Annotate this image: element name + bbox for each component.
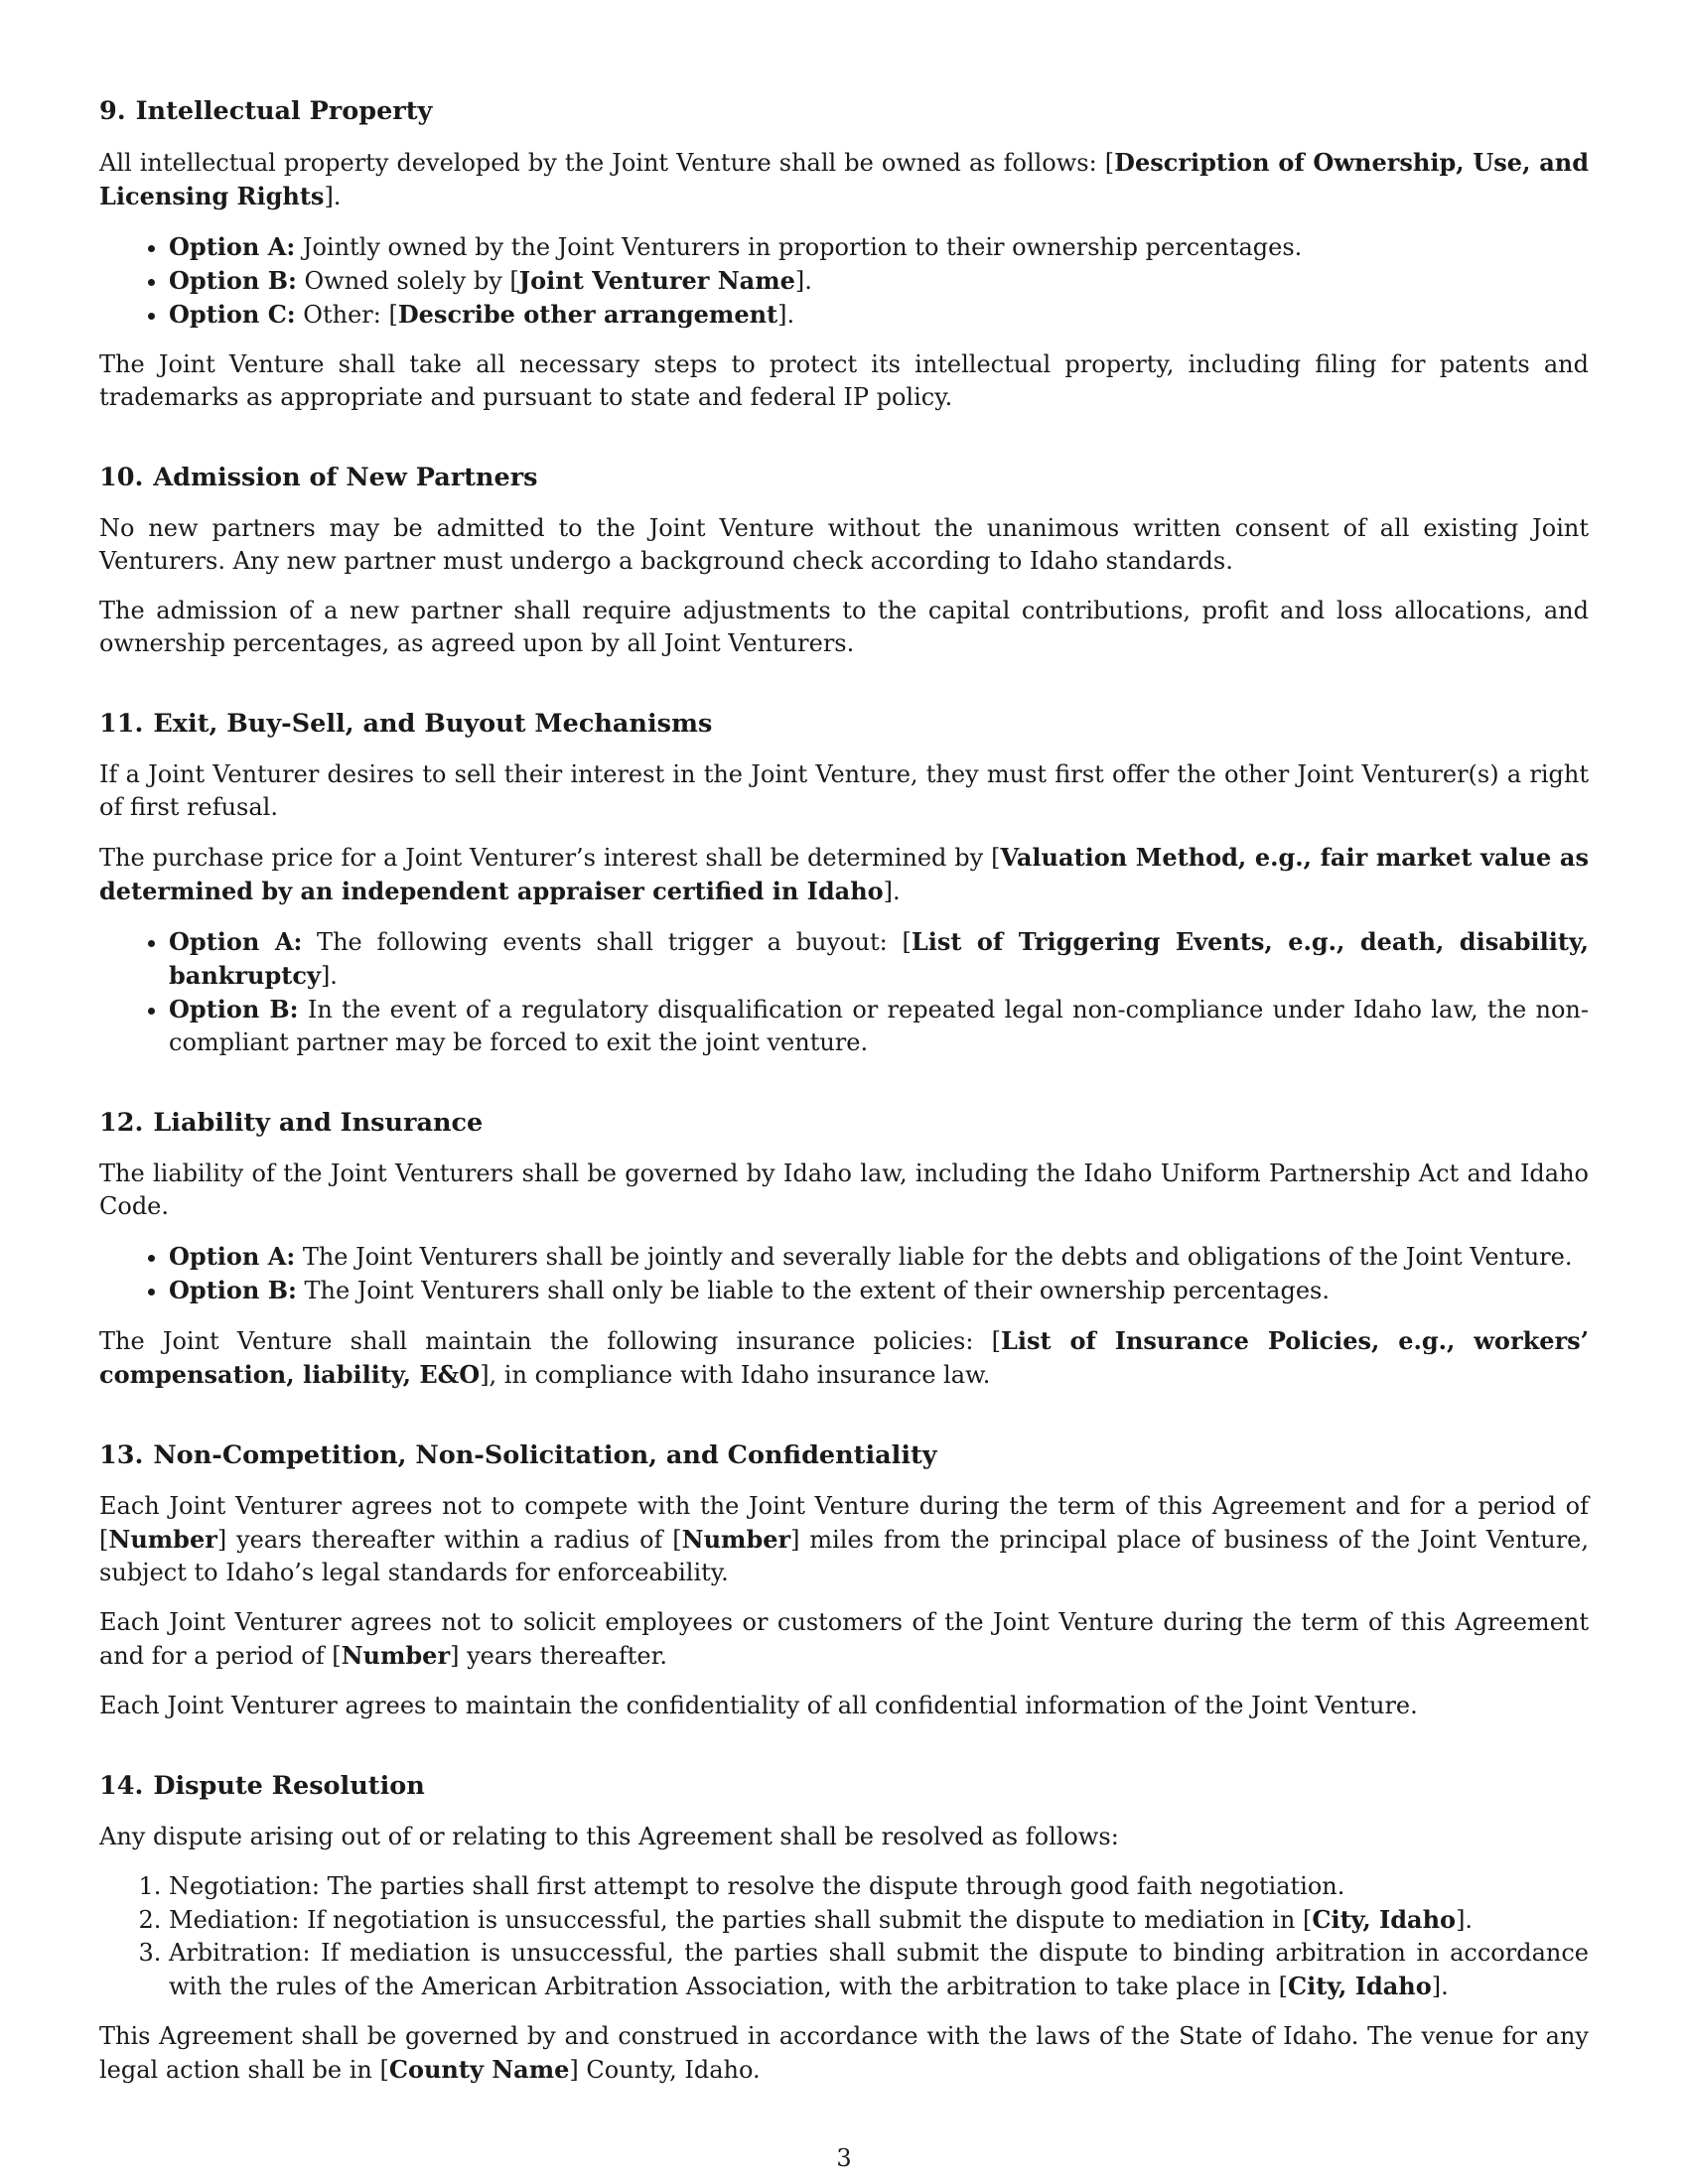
list-item: • Option A: The following events shall trigger a buyout: [List of Triggering Events, e.g., death, disability, bankruptcy]. — [169, 925, 1589, 993]
placeholder-field: Number — [341, 1641, 451, 1670]
section-exit-buy-sell — [99, 708, 1589, 1059]
section-heading — [99, 462, 1589, 494]
placeholder-field: County Name — [388, 2055, 570, 2084]
placeholder-field: Description of Ownership, Use, and Licensing Rights — [99, 148, 1589, 210]
placeholder-field: City, Idaho — [1288, 1972, 1432, 2000]
section-heading — [99, 708, 1589, 741]
section-heading — [99, 1439, 1589, 1472]
list-item: 3. Arbitration: If mediation is unsuccessful, the parties shall submit the dispute to binding arbitration in accordance with the rules of the American Arbitration Association, with the arbitration to take place in [City, Idaho]. — [169, 1937, 1589, 2003]
list-item: • Option B: Owned solely by [Joint Venturer Name]. — [169, 264, 1589, 298]
section-title: Exit, Buy-Sell, and Buyout Mechanisms — [153, 709, 713, 739]
section-number: 13. — [99, 1440, 144, 1470]
section-admission-of-new-partners — [99, 462, 1589, 660]
list-item: • Option A: The Joint Venturers shall be jointly and severally liable for the debts and obligations of the Joint Venture. — [169, 1240, 1589, 1274]
section-liability-and-insurance — [99, 1107, 1589, 1392]
section-title: Admission of New Partners — [153, 463, 538, 492]
section-intellectual-property — [99, 95, 1589, 414]
paragraph: No new partners may be admitted to the Joint Venture without the unanimous written consent of all existing Joint Venturers. Any new partner must undergo a background check according to Idaho standards. — [99, 514, 1589, 575]
paragraph: This Agreement shall be governed by and construed in accordance with the laws of the State of Idaho. The venue for any legal action shall be in [County Name] County, Idaho. — [99, 2022, 1589, 2084]
placeholder-field: List of Triggering Events, e.g., death, disability, bankruptcy — [169, 927, 1589, 990]
placeholder-field: Number — [681, 1525, 791, 1554]
placeholder-field: Valuation Method, e.g., fair market value as determined by an independent appraiser certified in Idaho — [99, 843, 1589, 905]
numbered-list — [99, 1870, 1589, 2003]
paragraph: The purchase price for a Joint Venturer’s interest shall be determined by [Valuation Method, e.g., fair market value as determined by an independent appraiser certified in Idaho]. — [99, 843, 1589, 905]
paragraph: The admission of a new partner shall require adjustments to the capital contributions, profit and loss allocations, and ownership percentages, as agreed upon by all Joint Venturers. — [99, 597, 1589, 657]
section-number: 14. — [99, 1771, 144, 1801]
section-number: 9. — [99, 96, 126, 126]
list-item: • Option B: The Joint Venturers shall only be liable to the extent of their ownership percentages. — [169, 1274, 1589, 1307]
list-item: 2. Mediation: If negotiation is unsuccessful, the parties shall submit the dispute to mediation in [City, Idaho]. — [169, 1903, 1589, 1937]
placeholder-field: List of Insurance Policies, e.g., workers’ compensation, liability, E&O — [99, 1326, 1589, 1389]
section-heading — [99, 95, 1589, 128]
options-list — [99, 1240, 1589, 1307]
section-number: 10. — [99, 463, 144, 492]
section-title: Intellectual Property — [135, 96, 433, 126]
section-dispute-resolution — [99, 1770, 1589, 2087]
list-item: • Option B: In the event of a regulatory disqualification or repeated legal non-compliance under Idaho law, the non-compliant partner may be forced to exit the joint venture. — [169, 993, 1589, 1059]
page-number: 3 — [836, 2144, 852, 2172]
placeholder-field: Joint Venturer Name — [518, 266, 795, 295]
section-title: Liability and Insurance — [153, 1108, 484, 1138]
section-heading — [99, 1770, 1589, 1803]
options-list — [99, 230, 1589, 332]
paragraph: Each Joint Venturer agrees to maintain the confidentiality of all confidential information of the Joint Venture. — [99, 1692, 1418, 1719]
section-title: Non-Competition, Non-Solicitation, and Confidentiality — [153, 1440, 937, 1470]
paragraph: The Joint Venture shall maintain the following insurance policies: [List of Insurance Policies, e.g., workers’ compensation, liability, E&O], in compliance with Idaho insurance law. — [99, 1326, 1589, 1389]
placeholder-field: Number — [108, 1525, 217, 1554]
section-title: Dispute Resolution — [153, 1771, 425, 1801]
paragraph: Each Joint Venturer agrees not to solicit employees or customers of the Joint Venture during the term of this Agreement and for a period of [Number] years thereafter. — [99, 1608, 1589, 1670]
list-item: 1. Negotiation: The parties shall first attempt to resolve the dispute through good faith negotiation. — [169, 1870, 1589, 1903]
section-heading — [99, 1107, 1589, 1140]
paragraph: All intellectual property developed by the Joint Venture shall be owned as follows: [Description of Ownership, Use, and Licensing Rights]. — [99, 148, 1589, 210]
paragraph: The liability of the Joint Venturers shall be governed by Idaho law, including the Idaho Uniform Partnership Act and Idaho Code. — [99, 1160, 1589, 1220]
list-item: • Option A: Jointly owned by the Joint Venturers in proportion to their ownership percentages. — [169, 230, 1589, 264]
options-list — [99, 925, 1589, 1059]
paragraph: If a Joint Venturer desires to sell their interest in the Joint Venture, they must first offer the other Joint Venturer(s) a right of first refusal. — [99, 760, 1589, 821]
document-page — [99, 95, 1589, 2134]
paragraph: Each Joint Venturer agrees not to compete with the Joint Venture during the term of this Agreement and for a period of [Number] years thereafter within a radius of [Number] miles from the principal place of business of the Joint Venture, subject to Idaho’s legal standards for enforceability. — [99, 1492, 1590, 1586]
placeholder-field: City, Idaho — [1312, 1905, 1457, 1934]
section-number: 12. — [99, 1108, 144, 1138]
paragraph: The Joint Venture shall take all necessary steps to protect its intellectual property, including filing for patents and trademarks as appropriate and pursuant to state and federal IP policy. — [99, 350, 1589, 411]
section-non-competition — [99, 1439, 1589, 1722]
placeholder-field: Describe other arrangement — [397, 300, 778, 329]
section-number: 11. — [99, 709, 144, 739]
paragraph: Any dispute arising out of or relating to this Agreement shall be resolved as follows: — [99, 1823, 1119, 1850]
list-item: • Option C: Other: [Describe other arrangement]. — [169, 298, 1589, 332]
